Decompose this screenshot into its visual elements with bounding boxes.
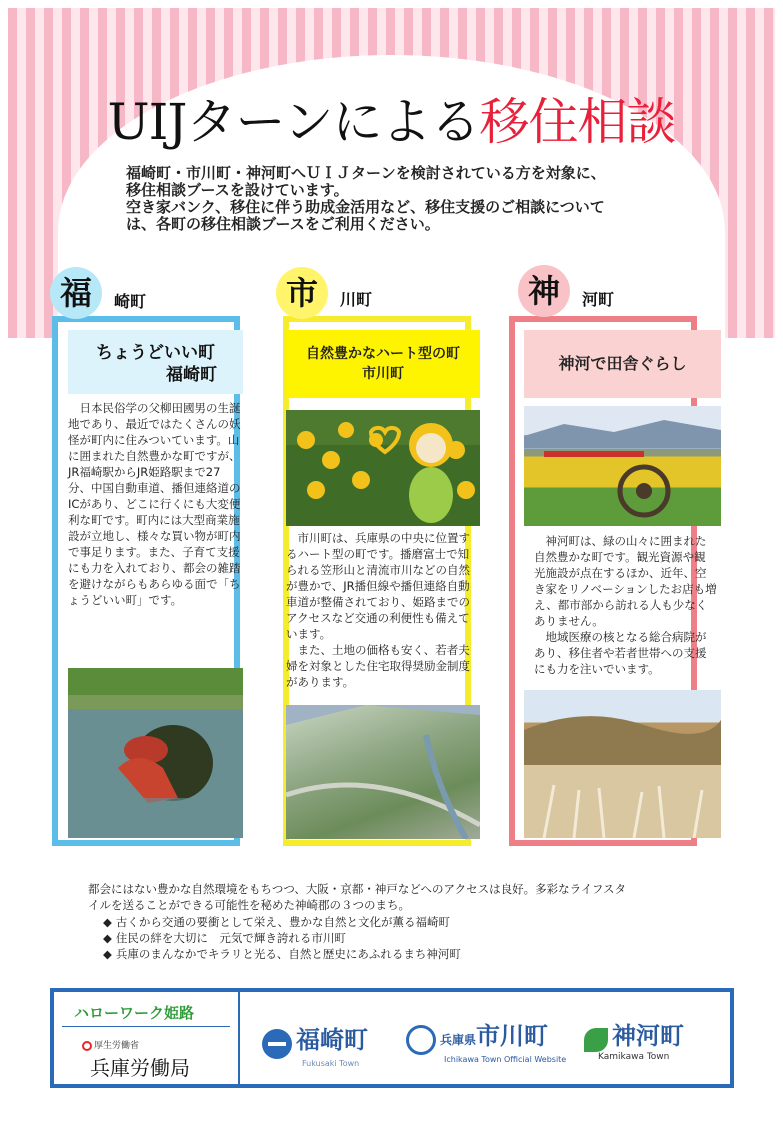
kamikawa-logo[interactable] bbox=[584, 1016, 684, 1062]
intro-text bbox=[126, 165, 686, 233]
ichikawa-description bbox=[286, 530, 480, 690]
ichikawa-emblem-icon bbox=[406, 1025, 436, 1055]
fukusaki-logo[interactable] bbox=[262, 1020, 368, 1068]
list-item-text: 住民の絆を大切に 元気で輝き誇れる市川町 bbox=[115, 931, 346, 945]
ichikawa-banner bbox=[286, 330, 480, 398]
mhlw-text: 厚生労働省 bbox=[94, 1041, 140, 1051]
list-item-text: 兵庫のまんなかでキラリと光る、自然と歴史にあふれるまち神河町 bbox=[115, 947, 461, 961]
ichikawa-logo[interactable] bbox=[406, 1016, 566, 1064]
mhlw-label bbox=[82, 1038, 139, 1051]
sunflower-mascot-photo bbox=[286, 410, 480, 526]
description-paragraph: また、土地の価格も安く、若者夫婦を対象とした住宅取得奨励金制度があります。 bbox=[286, 643, 470, 689]
banner-line: 福崎町 bbox=[166, 365, 217, 385]
title-part1: UIJターンによる bbox=[107, 93, 480, 151]
fukusaki-emblem-icon bbox=[262, 1029, 292, 1059]
rice-field-waterwheel-photo bbox=[524, 406, 721, 526]
ichikawa-heading: 川町 bbox=[340, 290, 373, 309]
description-paragraph: 神河町は、緑の山々に囲まれた自然豊かな町です。観光資源や観光施設が点在するほか、近年、空き家をリノベーションしたお店も増え、都市部から訪れる人も少なくありません。 bbox=[534, 534, 717, 628]
description-part: 日本民俗学の父柳田國男の生誕地であり、最近ではたくさんの妖怪が町内に住みついています。山に囲まれた自然豊かな町ですが、JR福崎駅からJR姫路駅まで27分、中国自動車道、播但連絡道の bbox=[68, 401, 241, 495]
page-title bbox=[0, 82, 783, 154]
fukusaki-heading: 崎町 bbox=[114, 292, 147, 311]
kamikawa-leaf-icon bbox=[584, 1028, 608, 1052]
list-item bbox=[103, 946, 461, 962]
banner-line: ちょうどいい町 bbox=[96, 343, 215, 363]
kamikawa-logo-sub: Kamikawa Town bbox=[598, 1051, 670, 1062]
aerial-town-photo bbox=[286, 705, 480, 839]
description-paragraph: 地域医療の核となる総合病院があり、移住者や若者世帯への支援にも力を注いでいます。 bbox=[534, 630, 707, 676]
kamikawa-circle: 神 bbox=[518, 265, 570, 317]
summary-text bbox=[88, 881, 628, 913]
banner-line: 自然豊かなハート型の町 bbox=[306, 346, 460, 362]
fukusaki-description bbox=[68, 400, 243, 608]
diamond-icon: ◆ bbox=[103, 915, 112, 929]
intro-line: 移住相談ブースを設けています。 bbox=[126, 181, 349, 199]
diamond-icon: ◆ bbox=[103, 947, 112, 961]
feature-list bbox=[103, 914, 461, 962]
description-paragraph: 市川町は、兵庫県の中央に位置するハート型の町です。播磨富士で知られる笠形山と清流市川などの自然が豊かで、JR播但線や播但連絡自動車道が整備されており、姫路までのアクセスなど交通の利便性も備えています。 bbox=[286, 531, 470, 641]
list-item bbox=[103, 914, 461, 930]
hellowork-name: ハローワーク姫路 bbox=[74, 1004, 195, 1022]
intro-line: は、各町の移住相談ブースをご利用ください。 bbox=[126, 215, 440, 233]
list-item bbox=[103, 930, 461, 946]
fukusaki-circle: 福 bbox=[50, 267, 102, 319]
kappa-photo bbox=[68, 668, 243, 838]
kamikawa-logo-text: 神河町 bbox=[612, 1022, 684, 1050]
banner-line: 市川町 bbox=[362, 366, 404, 382]
ichikawa-pref-text: 兵庫県 bbox=[440, 1033, 477, 1047]
divider bbox=[62, 1026, 230, 1027]
fukusaki-logo-text: 福崎町 bbox=[296, 1026, 368, 1054]
ichikawa-logo-sub: Ichikawa Town Official Website bbox=[444, 1054, 567, 1064]
banner-line: 神河で田舎ぐらし bbox=[558, 354, 687, 373]
description-text bbox=[68, 400, 243, 608]
pampas-grass-photo bbox=[524, 690, 721, 838]
intro-line: 空き家バンク、移住に伴う助成金活用など、移住支援のご相談について bbox=[126, 198, 605, 216]
title-part2: 移住相談 bbox=[479, 93, 676, 151]
footer-logos bbox=[50, 988, 734, 1088]
kamikawa-description bbox=[534, 533, 717, 677]
fukusaki-logo-sub: Fukusaki Town bbox=[302, 1058, 360, 1068]
kamikawa-banner bbox=[524, 330, 721, 398]
intro-line: 福崎町・市川町・神河町へＵＩＪターンを検討されている方を対象に、 bbox=[126, 164, 606, 182]
footer-divider bbox=[238, 992, 240, 1084]
summary-paragraph: 都会にはない豊かな自然環境をもちつつ、大阪・京都・神戸などへのアクセスは良好。多彩なライフスタイルを送ることができる可能性を秘めた神崎郡の３つのまち。 bbox=[88, 882, 626, 912]
diamond-icon: ◆ bbox=[103, 931, 112, 945]
description-part: ICがあり、どこに行くにも大変便利な町です。町内には大型商業施設が立地し、様々な買い物が町内で事足ります。また、子育て支援にも力を入れており、都会の雑踏を避けながらもあらゆる面で「ちょうどいい町」です。 bbox=[68, 497, 241, 607]
ichikawa-logo-text: 市川町 bbox=[476, 1022, 549, 1050]
hyogo-labour-bureau: 兵庫労働局 bbox=[90, 1056, 190, 1080]
ichikawa-circle: 市 bbox=[276, 267, 328, 319]
kamikawa-heading: 河町 bbox=[582, 290, 615, 309]
list-item-text: 古くから交通の要衝として栄え、豊かな自然と文化が薫る福崎町 bbox=[115, 915, 451, 929]
mhlw-logo-icon bbox=[82, 1041, 92, 1051]
fukusaki-banner bbox=[68, 330, 243, 394]
